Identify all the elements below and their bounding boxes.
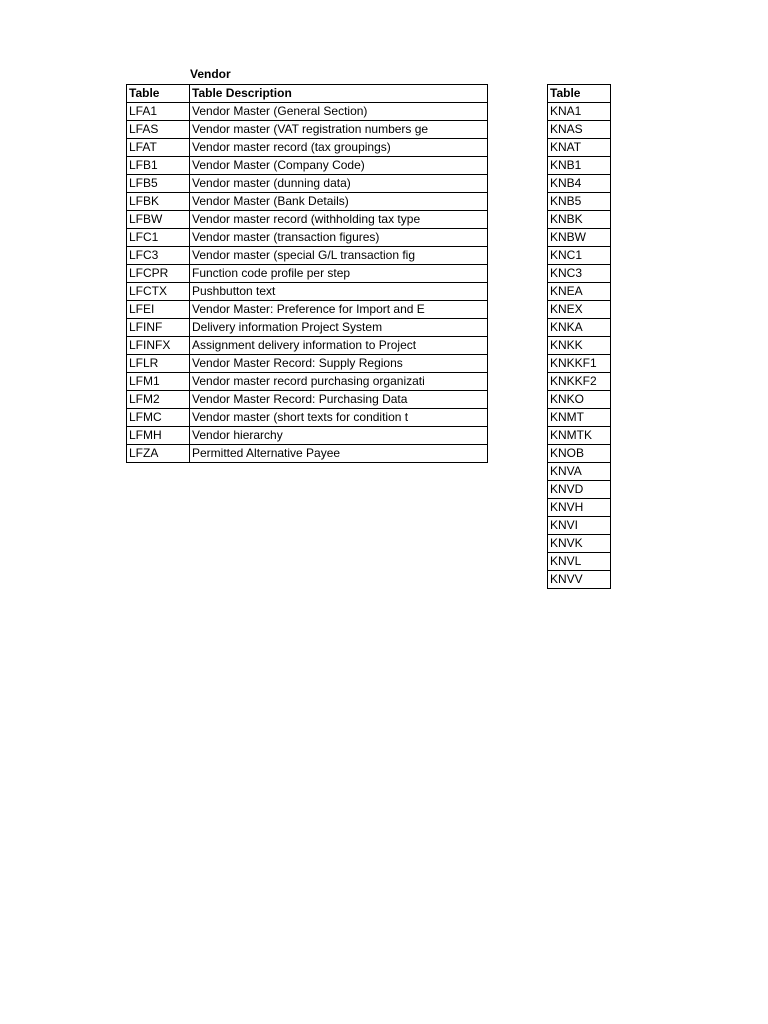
- table-row: [548, 553, 611, 571]
- vendor-table-description: Vendor master (dunning data): [190, 175, 488, 193]
- vendor-table-description: Vendor Master (Company Code): [190, 157, 488, 175]
- table-row: [127, 175, 488, 193]
- vendor-table-code: LFC1: [127, 229, 190, 247]
- table-row: [127, 427, 488, 445]
- customer-table-code: KNBK: [548, 211, 611, 229]
- vendor-table-code: LFEI: [127, 301, 190, 319]
- vendor-table-description: Vendor Master (General Section): [190, 103, 488, 121]
- vendor-table-description: Delivery information Project System: [190, 319, 488, 337]
- customer-header-table: Table: [548, 85, 611, 103]
- vendor-table-description: Vendor hierarchy: [190, 427, 488, 445]
- customer-table-code: KNVL: [548, 553, 611, 571]
- table-row: [127, 247, 488, 265]
- table-row: [127, 319, 488, 337]
- vendor-table-description: Pushbutton text: [190, 283, 488, 301]
- vendor-table-code: LFCTX: [127, 283, 190, 301]
- vendor-table-description: Vendor master record (tax groupings): [190, 139, 488, 157]
- table-row: [127, 445, 488, 463]
- table-row: [127, 157, 488, 175]
- vendor-table-code: LFINFX: [127, 337, 190, 355]
- customer-table: [547, 84, 611, 589]
- customer-table-code: KNOB: [548, 445, 611, 463]
- table-row: [127, 373, 488, 391]
- customer-table-code: KNAS: [548, 121, 611, 139]
- vendor-table-code: LFB1: [127, 157, 190, 175]
- table-row: [127, 355, 488, 373]
- customer-table-code: KNVK: [548, 535, 611, 553]
- table-row: [548, 391, 611, 409]
- table-row: [127, 301, 488, 319]
- customer-table-code: KNEX: [548, 301, 611, 319]
- table-row: [548, 193, 611, 211]
- customer-table-code: KNVH: [548, 499, 611, 517]
- vendor-table-code: LFLR: [127, 355, 190, 373]
- table-row: [548, 157, 611, 175]
- table-row: [127, 265, 488, 283]
- customer-table-code: KNB1: [548, 157, 611, 175]
- table-row: [127, 121, 488, 139]
- table-row: [548, 373, 611, 391]
- vendor-table: [126, 84, 488, 463]
- customer-table-code: KNVD: [548, 481, 611, 499]
- table-row: [548, 283, 611, 301]
- vendor-header-table: Table: [127, 85, 190, 103]
- customer-table-code: KNKA: [548, 319, 611, 337]
- vendor-table-code: LFC3: [127, 247, 190, 265]
- customer-table-code: KNA1: [548, 103, 611, 121]
- vendor-table-description: Vendor master (VAT registration numbers ge: [190, 121, 488, 139]
- vendor-header-description: Table Description: [190, 85, 488, 103]
- table-row: [127, 193, 488, 211]
- table-row: [127, 391, 488, 409]
- vendor-table-description: Vendor master (transaction figures): [190, 229, 488, 247]
- table-row: [548, 229, 611, 247]
- customer-table-code: KNKKF2: [548, 373, 611, 391]
- table-row: [548, 103, 611, 121]
- table-row: [127, 229, 488, 247]
- table-row: [127, 139, 488, 157]
- customer-table-code: KNEA: [548, 283, 611, 301]
- table-row: [127, 283, 488, 301]
- vendor-table-description: Vendor master (special G/L transaction fig: [190, 247, 488, 265]
- customer-table-code: KNKO: [548, 391, 611, 409]
- table-row: [548, 499, 611, 517]
- table-row: [548, 517, 611, 535]
- vendor-table-code: LFINF: [127, 319, 190, 337]
- vendor-section-title: Vendor: [190, 67, 231, 81]
- table-row: [548, 535, 611, 553]
- vendor-table-description: Vendor master record (withholding tax type: [190, 211, 488, 229]
- customer-table-code: KNVI: [548, 517, 611, 535]
- vendor-table-header-row: [127, 85, 488, 103]
- table-row: [127, 211, 488, 229]
- table-row: [127, 103, 488, 121]
- customer-table-code: KNB4: [548, 175, 611, 193]
- vendor-table-description: Vendor master record purchasing organizati: [190, 373, 488, 391]
- vendor-table-code: LFB5: [127, 175, 190, 193]
- table-row: [548, 481, 611, 499]
- table-row: [548, 409, 611, 427]
- table-row: [548, 445, 611, 463]
- table-row: [548, 463, 611, 481]
- table-row: [548, 319, 611, 337]
- customer-table-code: KNMT: [548, 409, 611, 427]
- table-row: [548, 355, 611, 373]
- vendor-table-code: LFA1: [127, 103, 190, 121]
- table-row: [548, 571, 611, 589]
- customer-table-code: KNC1: [548, 247, 611, 265]
- customer-table-code: KNC3: [548, 265, 611, 283]
- table-row: [548, 427, 611, 445]
- customer-table-header-row: [548, 85, 611, 103]
- table-row: [548, 337, 611, 355]
- table-row: [548, 175, 611, 193]
- vendor-table-code: LFBK: [127, 193, 190, 211]
- table-row: [548, 301, 611, 319]
- table-row: [548, 139, 611, 157]
- vendor-table-description: Vendor Master Record: Purchasing Data: [190, 391, 488, 409]
- vendor-table-description: Vendor master (short texts for condition t: [190, 409, 488, 427]
- customer-table-code: KNVV: [548, 571, 611, 589]
- vendor-table-description: Vendor Master: Preference for Import and E: [190, 301, 488, 319]
- customer-table-code: KNKKF1: [548, 355, 611, 373]
- vendor-table-code: LFMH: [127, 427, 190, 445]
- customer-table-code: KNVA: [548, 463, 611, 481]
- customer-table-code: KNMTK: [548, 427, 611, 445]
- vendor-table-code: LFCPR: [127, 265, 190, 283]
- vendor-table-code: LFM2: [127, 391, 190, 409]
- table-row: [127, 337, 488, 355]
- vendor-table-description: Vendor Master Record: Supply Regions: [190, 355, 488, 373]
- vendor-table-code: LFMC: [127, 409, 190, 427]
- vendor-table-code: LFZA: [127, 445, 190, 463]
- table-row: [548, 247, 611, 265]
- vendor-table-description: Permitted Alternative Payee: [190, 445, 488, 463]
- customer-table-code: KNBW: [548, 229, 611, 247]
- table-row: [548, 121, 611, 139]
- customer-table-code: KNKK: [548, 337, 611, 355]
- vendor-table-code: LFAT: [127, 139, 190, 157]
- vendor-table-description: Vendor Master (Bank Details): [190, 193, 488, 211]
- table-row: [548, 211, 611, 229]
- vendor-table-code: LFAS: [127, 121, 190, 139]
- customer-table-code: KNAT: [548, 139, 611, 157]
- table-row: [548, 265, 611, 283]
- vendor-table-description: Assignment delivery information to Project: [190, 337, 488, 355]
- table-row: [127, 409, 488, 427]
- vendor-table-code: LFBW: [127, 211, 190, 229]
- vendor-table-description: Function code profile per step: [190, 265, 488, 283]
- customer-table-code: KNB5: [548, 193, 611, 211]
- vendor-table-code: LFM1: [127, 373, 190, 391]
